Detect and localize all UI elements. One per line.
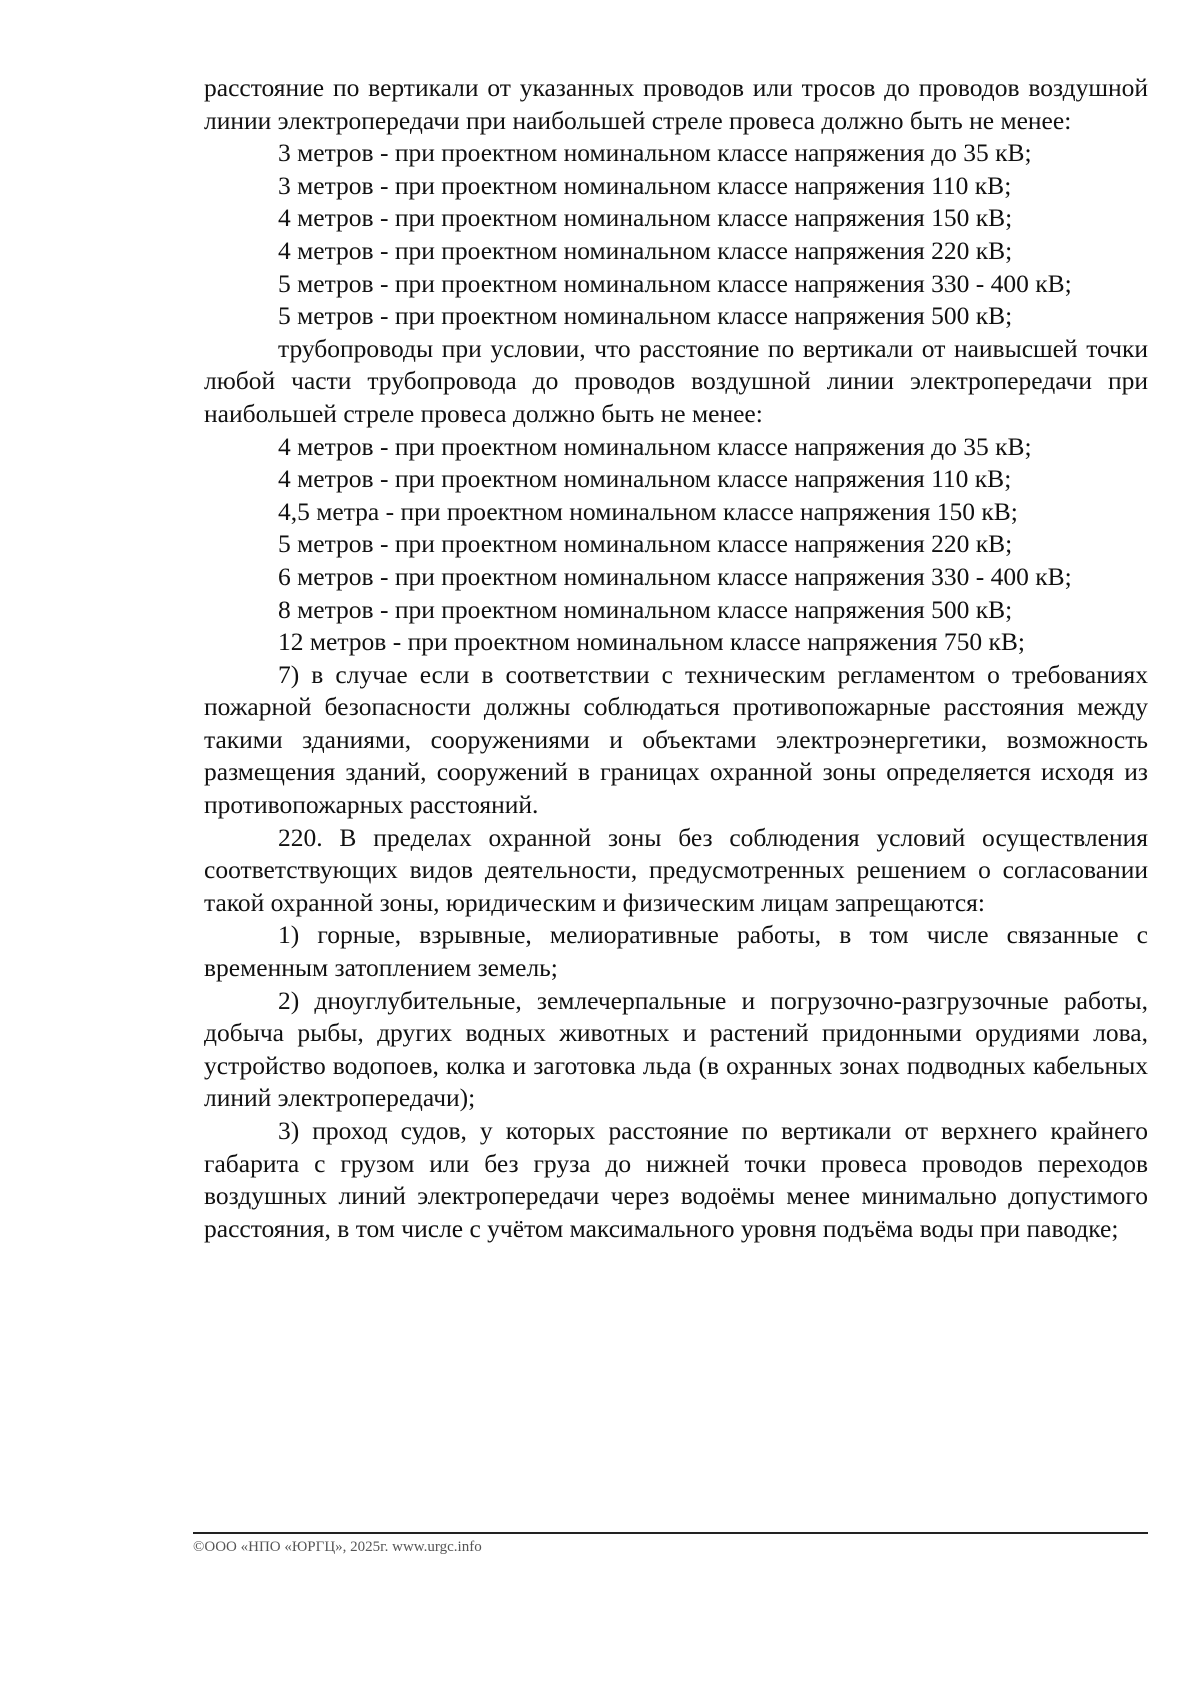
list-item: 4 метров - при проектном номинальном классе напряжения до 35 кВ; — [278, 431, 1032, 461]
footer-copyright: ©ООО «НПО «ЮРГЦ», 2025г. — [193, 1539, 393, 1555]
list-item: 4,5 метра - при проектном номинальном классе напряжения 150 кВ; — [278, 496, 1018, 526]
numbered-clause: 1) горные, взрывные, мелиоративные работы, в том числе связанные с временным затоплением земель; — [204, 920, 1148, 983]
list-item: 5 метров - при проектном номинальном классе напряжения 330 - 400 кВ; — [278, 268, 1072, 298]
numbered-clause: 7) в случае если в соответствии с техническим регламентом о требованиях пожарной безопасности должны соблюдаться противопожарные расстояния между такими зданиями, сооружениями и объектами электроэнергетики, возможность размещения зданий, сооружений в границах охранной зоны определяется исходя из противопожарных расстояний. — [204, 659, 1148, 820]
list-item: 3 метров - при проектном номинальном классе напряжения 110 кВ; — [278, 170, 1012, 200]
list-item: 4 метров - при проектном номинальном классе напряжения 110 кВ; — [278, 464, 1012, 494]
paragraph: расстояние по вертикали от указанных проводов или тросов до проводов воздушной линии электропередачи при наибольшей стреле провеса должно быть не менее: — [204, 73, 1148, 135]
article-paragraph: 220. В пределах охранной зоны без соблюдения условий осуществления соответствующих видов деятельности, предусмотренных решением о согласовании такой охранной зоны, юридическим и физическим лицам запрещаются: — [204, 822, 1148, 917]
list-item: 4 метров - при проектном номинальном классе напряжения 150 кВ; — [278, 203, 1013, 233]
list-item: 8 метров - при проектном номинальном классе напряжения 500 кВ; — [278, 594, 1013, 624]
list-item: 4 метров - при проектном номинальном классе напряжения 220 кВ; — [278, 235, 1013, 265]
page-footer — [193, 1538, 482, 1556]
list-item: 5 метров - при проектном номинальном классе напряжения 220 кВ; — [278, 529, 1013, 559]
numbered-clause: 3) проход судов, у которых расстояние по вертикали от верхнего крайнего габарита с грузом или без груза до нижней точки провеса проводов переходов воздушных линий электропередачи через водоёмы менее минимально допустимого расстояния, в том числе с учётом максимального уровня подъёма воды при паводке; — [204, 1116, 1148, 1243]
numbered-clause: 2) дноуглубительные, землечерпальные и погрузочно-разгрузочные работы, добыча рыбы, других водных животных и растений придонными орудиями лова, устройство водопоев, колка и заготовка льда (в охранных зонах подводных кабельных линий электропередачи); — [204, 985, 1148, 1113]
list-item: 5 метров - при проектном номинальном классе напряжения 500 кВ; — [278, 301, 1013, 331]
footer-website-link[interactable]: www.urgc.info — [392, 1539, 482, 1555]
list-item: 3 метров - при проектном номинальном классе напряжения до 35 кВ; — [278, 138, 1032, 168]
paragraph: трубопроводы при условии, что расстояние по вертикали от наивысшей точки любой части трубопровода до проводов воздушной линии электропередачи при наибольшей стреле провеса должно быть не менее: — [204, 333, 1148, 428]
footer-divider — [193, 1532, 1148, 1534]
list-item: 12 метров - при проектном номинальном классе напряжения 750 кВ; — [278, 627, 1025, 657]
document-body — [204, 72, 1148, 1245]
list-item: 6 метров - при проектном номинальном классе напряжения 330 - 400 кВ; — [278, 561, 1072, 591]
